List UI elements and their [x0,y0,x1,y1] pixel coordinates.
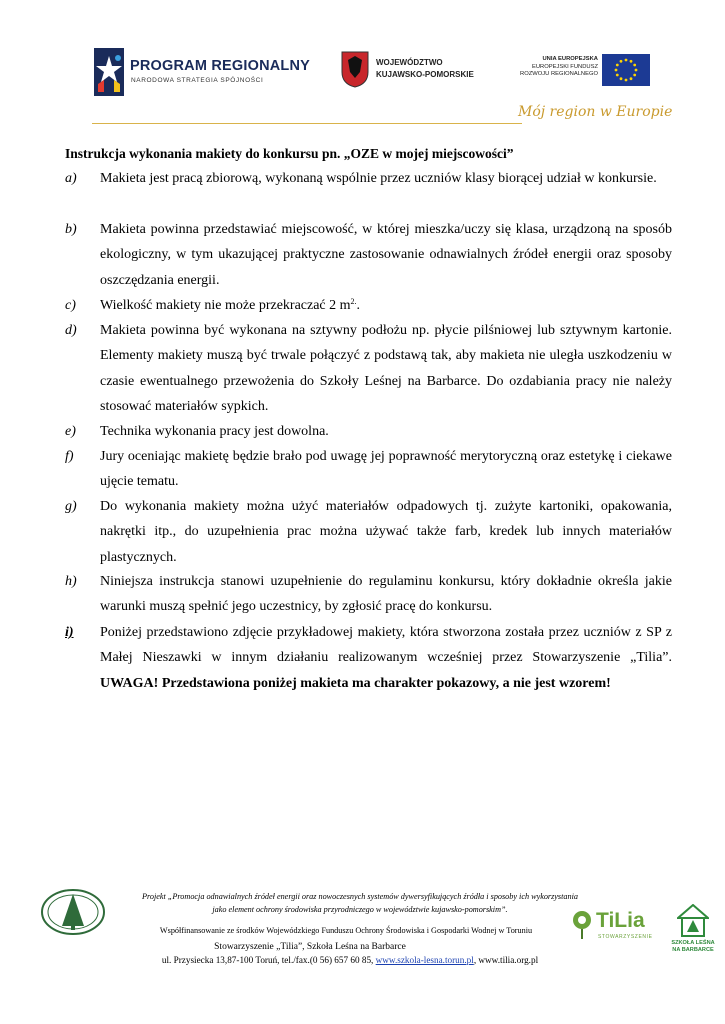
list-item-label: a) [65,171,77,186]
document-title: Instrukcja wykonania makiety do konkursu pn. „OZE w mojej miejscowości” [65,146,514,161]
eu-logo [520,54,650,94]
eu-line2: EUROPEJSKI FUNDUSZ [531,63,598,70]
footer-website2: www.tilia.org.pl [478,955,539,965]
list-item-b [65,217,672,293]
eu-flag-icon [602,54,650,86]
voivodeship-line2: KUJAWSKO-POMORSKIE [376,70,474,79]
eu-line1: UNIA EUROPEJSKA [542,56,598,62]
footer-project-line2: jako element ochrony środowiska przyrodniczego w województwie kujawsko-pomorskim”. [212,905,508,914]
tilia-leaf-icon [570,908,596,940]
list-item-text-end: . [356,298,361,313]
voivodeship-shield-icon [340,50,370,88]
list-item-a [65,166,672,191]
house-tree-icon [677,904,709,938]
voivodeship-logo [340,50,490,94]
list-item-e [65,419,672,444]
header-divider [92,123,522,124]
forest-school-oval-logo [40,886,106,938]
list-item-text [100,620,672,696]
list-item-label: i) [65,625,74,640]
list-item-text: Makieta powinna być wykonana na sztywny podłożu np. płycie pilśniowej lub sztywnym kartonie. Elementy makiety muszą być trwale połączyć z podstawą tak, aby makieta nie uległa uszkodzeniu w czasie ewentualnego przewożenia do Szkoły Leśnej na Barbarce. Do ozdabiania pracy nie należy stosować materiałów sypkich. [100,323,672,414]
footer-address-separator: , [473,955,479,965]
list-item-text-main: Wielkość makiety nie może przekraczać 2 m [100,298,351,313]
voivodeship-line1: WOJEWÓDZTWO [376,58,443,67]
list-item-f [65,444,672,495]
list-item-label: d) [65,323,77,338]
list-item-text: Niniejsza instrukcja stanowi uzupełnienie do regulaminu konkursu, który dokładnie określa jakie warunki muszą spełnić jego uczestnicy, by zgłosić pracę do konkursu. [100,574,672,615]
list-item-label: e) [65,424,76,439]
footer-organization: Stowarzyszenie „Tilia”, Szkoła Leśna na Barbarce [214,942,406,952]
list-item-label: g) [65,499,77,514]
list-item-g [65,494,672,570]
list-item-d [65,318,672,419]
footer-address [70,955,630,965]
szkola-lesna-logo [670,904,716,956]
warning-text: UWAGA! Przedstawiona poniżej makieta ma charakter pokazowy, a nie jest wzorem! [100,675,611,691]
program-regionalny-logo [88,44,311,100]
list-item-i [65,620,672,696]
eu-line3: ROZWOJU REGIONALNEGO [520,71,598,78]
list-item-c [65,293,672,318]
list-item-text: Technika wykonania pracy jest dowolna. [100,424,329,439]
list-item-text: Jury oceniając makietę będzie brało pod uwagę jej poprawność merytoryczną oraz estetykę i ciekawe ujęcie tematu. [100,449,672,490]
footer-website-link[interactable]: www.szkola-lesna.torun.pl [375,955,474,965]
list-item-text: Makieta jest pracą zbiorową, wykonaną wspólnie przez uczniów klasy biorącej udział w konkursie. [100,171,657,186]
program-star-icon [88,44,130,100]
tilia-logo [570,908,654,944]
szkola-line1: SZKOŁA LEŚNA [671,940,715,946]
list-item-label: h) [65,574,77,589]
tilia-wordmark: TiLia [596,909,645,932]
list-item-label: f) [65,449,74,464]
footer-project-line1: Projekt „Promocja odnawialnych źródeł energii oraz nowoczesnych systemów dywersyfikujących źródła i sposoby ich wykorzystania [142,892,578,901]
header-motto: Mój region w Europie [518,104,673,120]
program-title: PROGRAM REGIONALNY [130,58,311,74]
list-item-text [100,293,672,318]
list-item-label: c) [65,298,76,313]
list-item-label: b) [65,222,77,237]
footer-project-text [110,890,610,916]
tilia-subtitle: STOWARZYSZENIE [598,934,653,940]
list-item-text-main: Poniżej przedstawiono zdjęcie przykładowej makiety, która stworzona została przez uczniów z SP z Małej Nieszawki w innym działaniu realizowanym wcześniej przez Stowarzyszenie „Tilia”. [100,625,672,666]
list-item-h [65,569,672,620]
eu-text [520,56,598,79]
list-item-text: Do wykonania makiety można użyć materiałów odpadowych tj. zużyte kartoniki, opakowania, nakrętki itp., do uzupełnienia prac można używać także farb, kredek lub innych materiałów plastycznych. [100,499,672,565]
footer-address-text: ul. Przysiecka 13,87-100 Toruń, tel./fax.(0 56) 657 60 85, [161,955,376,965]
footer-cofinancing: Współfinansowanie ze środków Wojewódzkiego Funduszu Ochrony Środowiska i Gospodarki Wodnej w Toruniu [159,926,533,935]
program-subtitle: NARODOWA STRATEGIA SPÓJNOŚCI [131,77,264,84]
szkola-line2: NA BARBARCE [672,947,714,953]
superscript: 2. [350,297,357,306]
list-item-text: Makieta powinna przedstawiać miejscowość, w której mieszka/uczy się klasa, urządzoną na sposób ekologiczny, w tym ukazującej praktyczne zastosowanie odnawialnych źródeł energii oraz sposoby oszczędzania energii. [100,222,672,288]
